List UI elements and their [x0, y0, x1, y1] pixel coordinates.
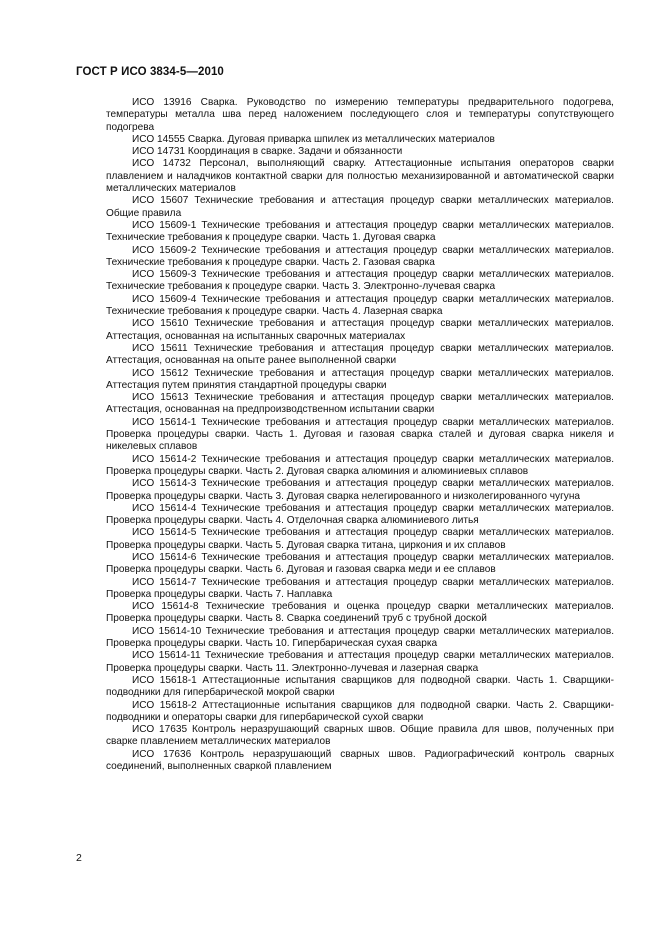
reference-item: ИСО 15614-5 Технические требования и аттестация процедур сварки металлических материалов. Проверка процедуры сварки. Часть 5. Дуговая сварка титана, циркония и их сплавов [106, 527, 614, 551]
reference-item: ИСО 17636 Контроль неразрушающий сварных швов. Радиографический контроль сварных соединений, выполненных сваркой плавлением [106, 748, 614, 773]
reference-item: ИСО 15613 Технические требования и аттестация процедур сварки металлических материалов. Аттестация, основанная на предпроизводственном испытании сварки [106, 392, 614, 416]
reference-item: ИСО 15610 Технические требования и аттестация процедур сварки металлических материалов. Аттестация, основанная на испытанных сварочных материалах [106, 318, 614, 342]
reference-item: ИСО 15618-1 Аттестационные испытания сварщиков для подводной сварки. Часть 1. Сварщики-подводники для гипербарической мокрой сварки [106, 674, 614, 699]
reference-item: ИСО 15611 Технические требования и аттестация процедур сварки металлических материалов. Аттестация, основанная на опыте ранее выполненной сварки [106, 342, 614, 367]
reference-item: ИСО 15609-1 Технические требования и аттестация процедур сварки металлических материалов. Технические требования к процедуре сварки. Часть 1. Дуговая сварка [106, 219, 614, 244]
reference-item: ИСО 15618-2 Аттестационные испытания сварщиков для подводной сварки. Часть 2. Сварщики-подводники и операторы сварки для гипербарической сухой сварки [106, 699, 614, 723]
document-header: ГОСТ Р ИСО 3834-5—2010 [76, 66, 224, 78]
reference-item: ИСО 15614-7 Технические требования и аттестация процедур сварки металлических материалов. Проверка процедуры сварки. Часть 7. Наплавка [106, 576, 614, 600]
reference-item: ИСО 15614-1 Технические требования и аттестация процедур сварки металлических материалов. Проверка процедуры сварки. Часть 1. Дуговая и газовая сварка сталей и дуговая сварка никеля и никелевых сплавов [106, 416, 614, 453]
reference-item: ИСО 14731 Координация в сварке. Задачи и обязанности [132, 146, 403, 158]
reference-item: ИСО 15614-11 Технические требования и аттестация процедур сварки металлических материалов. Проверка процедуры сварки. Часть 11. Электронно-лучевая и лазерная сварка [106, 650, 614, 674]
page-number: 2 [76, 852, 82, 864]
references-list [106, 97, 614, 773]
reference-item: ИСО 15614-3 Технические требования и аттестация процедур сварки металлических материалов. Проверка процедуры сварки. Часть 3. Дуговая сварка нелегированного и низколегированного чугуна [106, 478, 614, 502]
reference-item: ИСО 14732 Персонал, выполняющий сварку. Аттестационные испытания операторов сварки плавлением и наладчиков контактной сварки для полностью механизированной и автоматической сварки металлических материалов [106, 158, 614, 195]
reference-item: ИСО 13916 Сварка. Руководство по измерению температуры предварительного подогрева, температуры металла шва перед наложением последующего слоя и температуры сопутствующего подогрева [106, 97, 614, 133]
reference-item: ИСО 15609-3 Технические требования и аттестация процедур сварки металлических материалов. Технические требования к процедуре сварки. Часть 3. Электронно-лучевая сварка [106, 269, 614, 293]
reference-item: ИСО 15614-2 Технические требования и аттестация процедур сварки металлических материалов. Проверка процедуры сварки. Часть 2. Дуговая сварка алюминия и алюминиевых сплавов [106, 453, 614, 477]
reference-item: ИСО 15609-4 Технические требования и аттестация процедур сварки металлических материалов. Технические требования к процедуре сварки. Часть 4. Лазерная сварка [106, 293, 614, 318]
reference-item: ИСО 15614-10 Технические требования и аттестация процедур сварки металлических материалов. Проверка процедуры сварки. Часть 10. Гипербарическая сухая сварка [106, 625, 614, 650]
reference-item: ИСО 15607 Технические требования и аттестация процедур сварки металлических материалов. Общие правила [106, 195, 614, 219]
reference-item: ИСО 15612 Технические требования и аттестация процедур сварки металлических материалов. Аттестация путем принятия стандартной процедуры сварки [106, 367, 614, 391]
reference-item: ИСО 17635 Контроль неразрушающий сварных швов. Общие правила для швов, полученных при сварке плавлением металлических материалов [106, 724, 614, 748]
reference-item: ИСО 15609-2 Технические требования и аттестация процедур сварки металлических материалов. Технические требования к процедуре сварки. Часть 2. Газовая сварка [106, 244, 614, 268]
reference-item: ИСО 15614-8 Технические требования и оценка процедур сварки металлических материалов. Проверка процедуры сварки. Часть 8. Сварка соединений труб с трубной доской [106, 601, 614, 625]
reference-item: ИСО 14555 Сварка. Дуговая приварка шпилек из металлических материалов [132, 133, 495, 145]
reference-item: ИСО 15614-6 Технические требования и аттестация процедур сварки металлических материалов. Проверка процедуры сварки. Часть 6. Дуговая и газовая сварка меди и ее сплавов [106, 551, 614, 576]
reference-item: ИСО 15614-4 Технические требования и аттестация процедур сварки металлических материалов. Проверка процедуры сварки. Часть 4. Отделочная сварка алюминиевого литья [106, 502, 614, 527]
